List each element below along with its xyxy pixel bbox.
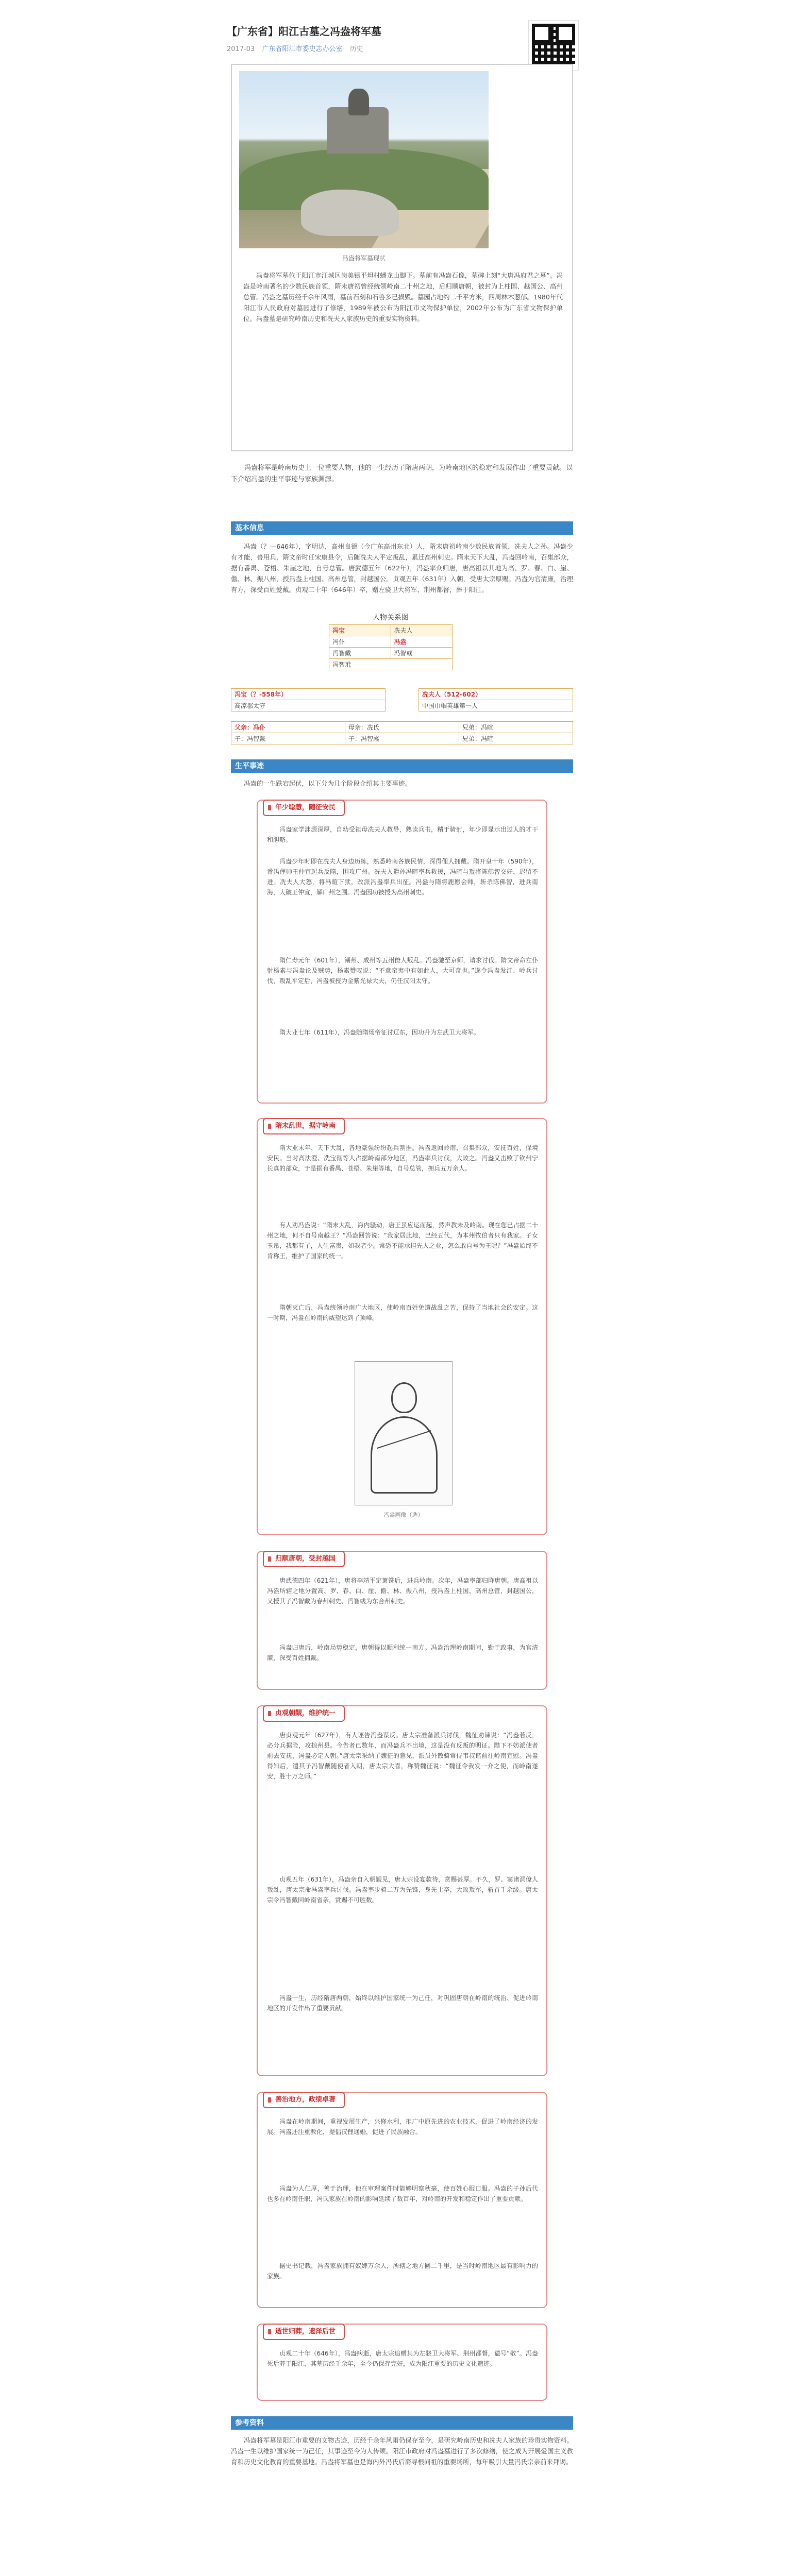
relation-cell: 冯宝（？-558年） bbox=[231, 689, 386, 700]
relation-cell: 父亲：冯仆 bbox=[231, 722, 345, 733]
story-card-text: 唐武德四年（621年），唐将李靖平定萧铣后，进兵岭南。次年，冯盎率部归降唐朝。唐高祖以冯盎所辖之地分置高、罗、春、白、崖、儋、林、振八州，授冯盎上柱国、高州总管，封越国公，又授其子冯智戴为春州刺史、冯智彧为东合州刺史。 bbox=[267, 1577, 538, 1605]
relation-cell: 高凉郡太守 bbox=[231, 700, 386, 711]
relations-table-top bbox=[329, 624, 453, 670]
qr-code-icon bbox=[529, 21, 578, 70]
story-card-text: 隋大业末年，天下大乱，各地豪强纷纷起兵割据。冯盎返回岭南，召集部众，安抚百姓，保境安民。当时高法澄、冼宝彻等人占据岭南部分地区，冯盎率兵讨伐，大败之。冯盎又击败了钦州宁长真的部众，于是据有番禺、苍梧、朱崖等地，自号总管，拥兵五万余人。 bbox=[267, 1144, 538, 1172]
story-card-text: 隋仁寿元年（601年），潮州、成州等五州僚人叛乱。冯盎驰至京师，请求讨伐。隋文帝命左仆射杨素与冯盎论及贼势，杨素赞叹说：“不意蛮夷中有如此人，大可奇也。”遂令冯盎发江、岭兵讨伐，叛乱平定后，冯盎被授为金紫光禄大夫，仍任汉阳太守。 bbox=[267, 957, 538, 985]
relation-cell: 冼夫人（512-602） bbox=[419, 689, 573, 700]
story-card-text: 贞观二十年（646年），冯盎病逝，唐太宗追赠其为左骁卫大将军、荆州都督，谥号“敬”。冯盎死后葬于阳江，其墓历经千余年，至今仍保存完好，成为阳江重要的历史文化遗迹。 bbox=[267, 2350, 538, 2367]
portrait-image bbox=[355, 1361, 453, 1505]
story-card-text: 隋大业七年（611年），冯盎随隋炀帝征讨辽东，因功升为左武卫大将军。 bbox=[279, 1029, 480, 1036]
relations-table-bottom bbox=[231, 721, 573, 744]
relation-cell: 子：冯智戴 bbox=[231, 733, 345, 744]
article-meta bbox=[227, 43, 515, 53]
story-card-heading: 逝世归葬，遗泽后世 bbox=[263, 2324, 345, 2340]
relation-cell: 冯智戴 bbox=[329, 648, 391, 659]
relations-title: 人物关系图 bbox=[373, 614, 409, 622]
intro-box bbox=[231, 64, 573, 451]
article-title: 【广东省】阳江古墓之冯盎将军墓 bbox=[227, 25, 381, 38]
story-card bbox=[257, 2092, 547, 2308]
tomb-photo bbox=[239, 71, 489, 248]
relation-cell: 冯智玳 bbox=[329, 659, 453, 670]
story-card-heading: 贞观朝觐，维护统一 bbox=[263, 1705, 345, 1722]
story-card-text: 冯盎在岭南期间，重视发展生产，兴修水利，推广中原先进的农业技术，促进了岭南经济的发展。冯盎还注重教化，提倡汉俚通婚，促进了民族融合。 bbox=[267, 2118, 538, 2136]
story-card-text: 贞观五年（631年），冯盎亲自入朝觐见，唐太宗设宴款待，赏赐甚厚。不久，罗、窦诸洞僚人叛乱，唐太宗命冯盎率兵讨伐。冯盎率步骑二万为先锋，身先士卒，大败叛军，斩首千余级。唐太宗令冯智戴回岭南省亲，赏赐不可胜数。 bbox=[267, 1876, 538, 1904]
relations-table-right bbox=[418, 688, 573, 711]
basic-info-text: 冯盎（？—646年），字明达，高州良德（今广东高州东北）人，隋末唐初岭南少数民族首领，冼夫人之孙。冯盎少有才能，善用兵，隋文帝时任宋康县令，后随冼夫人平定叛乱，累迁高州刺史。隋末天下大乱，冯盎回岭南，召集部众，据有番禺、苍梧、朱崖之地，自号总管。唐武德五年（622年），冯盎率众归唐，唐高祖以其地为高、罗、春、白、崖、儋、林、振八州，授冯盎上柱国、高州总管，封越国公。贞观五年（631年）入朝，受唐太宗厚赐。冯盎为官清廉，治理有方，深受百姓爱戴。贞观二十年（646年）卒，赠左骁卫大将军、荆州都督，葬于阳江。 bbox=[231, 543, 573, 594]
story-card-text: 冯盎少年时即在冼夫人身边历练，熟悉岭南各族民情，深得俚人拥戴。隋开皇十年（590年），番禺俚帅王仲宣起兵反隋，围攻广州。冼夫人遣孙冯暄率兵救援，冯暄与叛将陈佛智交好，迟留不进。冼夫人大怒，将冯暄下狱，改派冯盎率兵出征。冯盎与隋将鹿愿会师，斩杀陈佛智，进兵南海，大破王仲宣，解广州之围。冯盎因功被授为高州刺史。 bbox=[267, 858, 538, 896]
relation-cell: 兄弟：冯暄 bbox=[459, 733, 573, 744]
relation-cell: 母亲：冼氏 bbox=[345, 722, 459, 733]
story-card bbox=[257, 1551, 547, 1690]
story-card bbox=[257, 2324, 547, 2401]
section-story: 生平事迹 bbox=[231, 759, 573, 773]
portrait-caption: 冯盎画像（选） bbox=[383, 1512, 424, 1518]
section-basic-info: 基本信息 bbox=[231, 521, 573, 535]
lead-paragraph: 冯盎将军是岭南历史上一位重要人物，他的一生经历了隋唐两朝，为岭南地区的稳定和发展作出了重要贡献。以下介绍冯盎的生平事迹与家族渊源。 bbox=[231, 464, 573, 483]
article-page bbox=[227, 0, 577, 2576]
footer-text: 冯盎将军墓是阳江市重要的文物古迹，历经千余年风雨仍保存至今，是研究岭南历史和冼夫人家族的珍贵实物资料。冯盎一生以维护国家统一为己任，其事迹至今为人传颂。阳江市政府对冯盎墓进行了多次修缮，使之成为开展爱国主义教育和历史文化教育的重要基地。冯盎将军墓也是海内外冯氏后裔寻根问祖的重要场所，每年吸引大量冯氏宗亲前来拜谒。 bbox=[231, 2436, 573, 2466]
story-card-text: 冯盎一生，历经隋唐两朝，始终以维护国家统一为己任，对巩固唐朝在岭南的统治、促进岭南地区的开发作出了重要贡献。 bbox=[267, 1994, 538, 2012]
story-card bbox=[257, 800, 547, 1104]
story-card bbox=[257, 1118, 547, 1535]
story-card-text: 冯盎为人仁厚，善于治理，他在审理案件时能够明察秋毫，使百姓心服口服。冯盎的子孙后代也多在岭南任职，冯氏家族在岭南的影响延续了数百年，对岭南的开发和稳定作出了重要贡献。 bbox=[267, 2185, 538, 2202]
relation-cell: 冼夫人 bbox=[391, 625, 453, 636]
story-card-heading: 隋末乱世，据守岭南 bbox=[263, 1118, 345, 1134]
story-card-heading: 年少聪慧，随征安民 bbox=[263, 800, 345, 816]
relation-cell: 中国巾帼英雄第一人 bbox=[419, 700, 573, 711]
article-category: 历史 bbox=[349, 45, 363, 53]
story-card-heading: 善治地方，政绩卓著 bbox=[263, 2092, 345, 2108]
intro-text: 冯盎将军墓位于阳江市江城区岗美镇平坦村蟠龙山脚下。墓前有冯盎石像，墓碑上刻“大唐冯府君之墓”。冯盎是岭南著名的少数民族首领，隋末唐初曾经统领岭南二十州之地，后归顺唐朝，被封为上柱国、越国公、高州总管。冯盎之墓历经千余年风雨，墓前石刻和石兽多已损毁。墓园占地约二千平方米，四周林木葱郁。1980年代阳江市人民政府对墓园进行了修缮，1989年被公布为阳江市文物保护单位，2002年公布为广东省文物保护单位。冯盎墓是研究岭南历史和冼夫人家族历史的重要实物资料。 bbox=[243, 272, 563, 323]
relation-cell: 兄弟：冯暄 bbox=[459, 722, 573, 733]
article-date: 2017-03 bbox=[227, 45, 255, 53]
relation-cell: 冯智彧 bbox=[391, 648, 453, 659]
story-intro: 冯盎的一生跌宕起伏，以下分为几个阶段介绍其主要事迹。 bbox=[244, 779, 412, 787]
relation-cell: 子：冯智彧 bbox=[345, 733, 459, 744]
relation-cell: 冯仆 bbox=[329, 636, 391, 648]
story-card-text: 据史书记载，冯盎家族拥有奴婢万余人，所辖之地方圆二千里，是当时岭南地区最有影响力的家族。 bbox=[267, 2262, 538, 2280]
story-card-text: 唐贞观元年（627年），有人诬告冯盎谋反。唐太宗准备派兵讨伐，魏征劝谏说：“冯盎若反，必分兵据险，攻掠州县。今告者已数年，而冯盎兵不出境，这是没有反叛的明证。陛下不妨派使者前去安抚，冯盎必定入朝。”唐太宗采纳了魏征的意见，派员外散骑常侍韦叔谐前往岭南宣慰。冯盎得知后，遣其子冯智戴随使者入朝，唐太宗大喜，称赞魏征说：“魏征令我发一介之使，而岭南遂安，胜十万之师。” bbox=[267, 1732, 538, 1780]
story-card-text: 冯盎家学渊源深厚，自幼受祖母冼夫人教导，熟读兵书，精于骑射，年少即显示出过人的才干和胆略。 bbox=[267, 826, 538, 843]
relation-cell: 冯盎 bbox=[391, 636, 453, 648]
tomb-photo-caption: 冯盎将军墓现状 bbox=[342, 255, 386, 262]
relation-cell: 冯宝 bbox=[329, 625, 391, 636]
relations-table-left bbox=[231, 688, 386, 711]
section-footer: 参考资料 bbox=[231, 2416, 573, 2430]
story-card-heading: 归顺唐朝，受封越国 bbox=[263, 1551, 345, 1567]
story-card-text: 隋朝灭亡后，冯盎统领岭南广大地区，使岭南百姓免遭战乱之苦，保持了当地社会的安定。这一时期，冯盎在岭南的威望达到了顶峰。 bbox=[267, 1304, 538, 1321]
story-card bbox=[257, 1705, 547, 2076]
story-card-text: 冯盎归唐后，岭南局势稳定，唐朝得以顺利统一南方。冯盎治理岭南期间，勤于政事，为官清廉，深受百姓拥戴。 bbox=[267, 1644, 538, 1662]
article-source-link[interactable]: 广东省阳江市委史志办公室 bbox=[262, 45, 343, 53]
story-card-text: 有人劝冯盎说：“隋末大乱，海内骚动，唐王虽应运而起，然声教未及岭南。现在您已占据二十州之地，何不自号南越王？”冯盎回答说：“我家居此地，已经五代，为本州牧伯者只有我家。子女玉帛，我都有了，人生富贵，如我者少。常恐不能承担先人之业，怎么敢自号为王呢？”冯盎始终不肯称王，维护了国家的统一。 bbox=[267, 1222, 538, 1260]
